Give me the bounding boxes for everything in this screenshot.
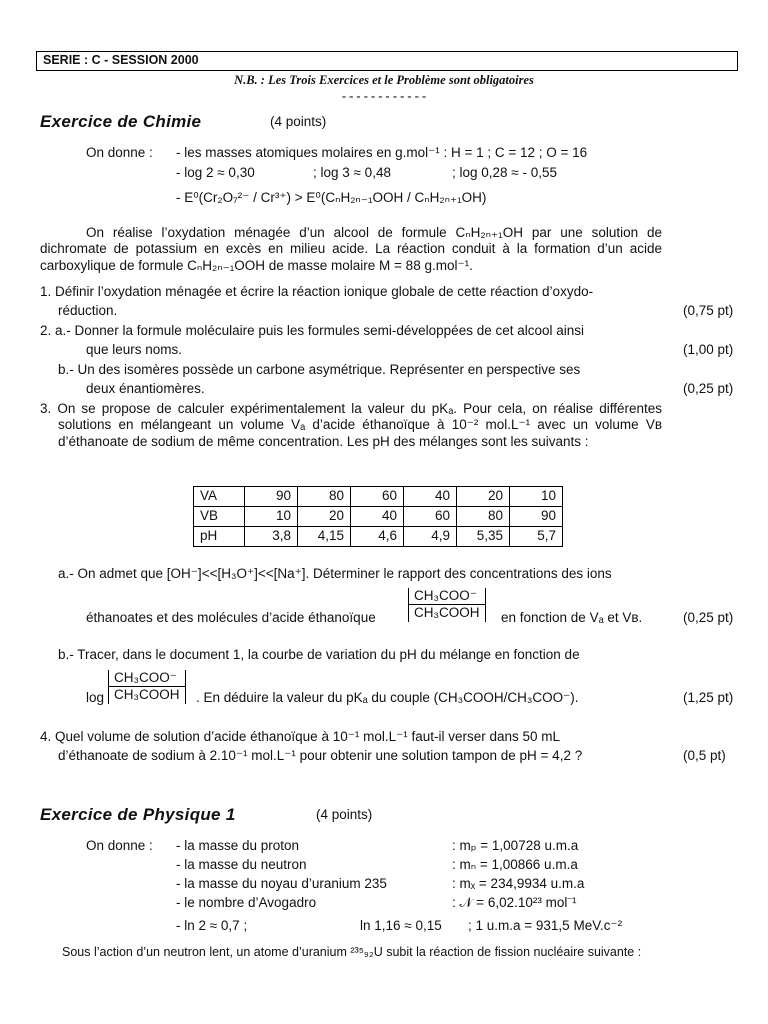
table-cell: 80 [457,507,510,527]
ln116-value: ln 1,16 ≈ 0,15 [360,918,442,933]
q2b: b.- Un des isomères possède un carbone asymétrique. Représenter en perspective ses [58,362,581,377]
table-cell: 10 [245,507,298,527]
avogadro-value: : 𝒩 = 6,02.10²³ mol⁻¹ [452,895,577,910]
table-cell: 4,6 [351,527,404,547]
table-cell: 3,8 [245,527,298,547]
table-cell: 4,15 [298,527,351,547]
ln2-value: - ln 2 ≈ 0,7 ; [176,918,248,933]
uranium-value: : mₓ = 234,9934 u.m.a [452,876,585,891]
table-cell: 40 [404,487,457,507]
q3b-end: . En déduire la valeur du pKₐ du couple (CH₃COOH/CH₃COO⁻). [196,690,579,705]
data-log028: ; log 0,28 ≈ - 0,55 [452,165,557,180]
q2b-cont: deux énantiomères. [86,381,205,396]
q4: 4. Quel volume de solution d’acide éthanoïque à 10⁻¹ mol.L⁻¹ faut-il verser dans 50 mL [40,729,561,744]
ratio-denominator: CH₃COOH [408,605,486,621]
q3a-cont: éthanoates et des molécules d’acide éthanoïque [86,610,376,625]
q3b: b.- Tracer, dans le document 1, la courbe de variation du pH du mélange en fonction de [58,647,580,662]
table-row [194,487,563,507]
table-cell: 90 [510,507,563,527]
q1-points: (0,75 pt) [683,303,734,318]
q2a-points: (1,00 pt) [683,342,734,357]
uma-conversion: ; 1 u.m.a = 931,5 MeV.c⁻² [468,918,623,933]
table-cell: 90 [245,487,298,507]
log-numerator: CH₃COO⁻ [108,670,186,686]
table-cell: pH [194,527,245,547]
log-denominator: CH₃COOH [108,687,186,703]
nb-note: N.B. : Les Trois Exercices et le Problème sont obligatoires [234,73,534,87]
log-ratio [108,670,186,704]
physique-points: (4 points) [316,807,373,822]
table-cell: VA [194,487,245,507]
table-cell: 10 [510,487,563,507]
chimie-intro: On réalise l’oxydation ménagée d’un alcool de formule CₙH₂ₙ₊₁OH par une solution de dichromate de potassium en excès en milieu acide. La réaction conduit à la formation d’un acide carboxylique de formule CₙH₂ₙ₋₁OOH de masse molaire M = 88 g.mol⁻¹. [40,225,662,273]
fission-sentence: Sous l’action d’un neutron lent, un atome d’uranium ²³⁵₉₂U subit la réaction de fission nucléaire suivante : [62,945,642,959]
data-masses: - les masses atomiques molaires en g.mol⁻¹ : H = 1 ; C = 12 ; O = 16 [176,145,588,160]
table-cell: 20 [298,507,351,527]
data-log2: - log 2 ≈ 0,30 [176,165,255,180]
chimie-points: (4 points) [270,114,327,129]
table-cell: 80 [298,487,351,507]
on-donne-label: On donne : [86,145,153,160]
dash-separator: - - - - - - - - - - - - [341,89,427,103]
table-row [194,507,563,527]
ph-table [193,486,563,547]
q2b-points: (0,25 pt) [683,381,734,396]
ratio-numerator: CH₃COO⁻ [408,588,486,604]
table-cell: 5,35 [457,527,510,547]
serie-label: SERIE : C - SESSION 2000 [43,53,199,67]
table-cell: 4,9 [404,527,457,547]
uranium-label: - la masse du noyau d’uranium 235 [176,876,387,891]
table-cell: 20 [457,487,510,507]
q1-cont: réduction. [58,303,118,318]
data-potentials: - E⁰(Cr₂O₇²⁻ / Cr³⁺) > E⁰(CₙH₂ₙ₋₁OOH / CₙH₂ₙ₊₁OH) [176,190,487,205]
table-cell: VB [194,507,245,527]
q3b-log: log [86,690,105,705]
table-cell: 5,7 [510,527,563,547]
session-header-box [36,51,738,71]
data-log3: ; log 3 ≈ 0,48 [313,165,391,180]
proton-label: - la masse du proton [176,838,300,853]
q4-cont: d’éthanoate de sodium à 2.10⁻¹ mol.L⁻¹ pour obtenir une solution tampon de pH = 4,2 ? [58,748,583,763]
q3: 3. On se propose de calculer expérimentalement la valeur du pKₐ. Pour cela, on réalise différentes solutions en mélangeant un volume Vₐ d’acide éthanoïque à 10⁻² mol.L⁻¹ avec un volume Vʙ d’éthanoate de sodium de même concentration. Les pH des mélanges sont les suivants : [40,401,662,449]
q1: 1. Définir l’oxydation ménagée et écrire la réaction ionique globale de cette réaction d’oxydo- [40,284,594,299]
neutron-label: - la masse du neutron [176,857,307,872]
table-cell: 60 [351,487,404,507]
q3a: a.- On admet que [OH⁻]<<[H₃O⁺]<<[Na⁺]. Déterminer le rapport des concentrations des ions [58,566,612,581]
q2a-cont: que leurs noms. [86,342,183,357]
table-row [194,527,563,547]
q3a-end: en fonction de Vₐ et Vʙ. [501,610,643,625]
proton-value: : mₚ = 1,00728 u.m.a [452,838,579,853]
on-donne-label: On donne : [86,838,153,853]
q3a-points: (0,25 pt) [683,610,734,625]
neutron-value: : mₙ = 1,00866 u.m.a [452,857,578,872]
chimie-title: Exercice de Chimie [40,112,202,131]
table-cell: 40 [351,507,404,527]
q3b-points: (1,25 pt) [683,690,734,705]
table-cell: 60 [404,507,457,527]
physique-title: Exercice de Physique 1 [40,805,236,824]
avogadro-label: - le nombre d’Avogadro [176,895,317,910]
concentration-ratio [408,588,486,622]
q2a: 2. a.- Donner la formule moléculaire puis les formules semi-développées de cet alcool ainsi [40,323,585,338]
q4-points: (0,5 pt) [683,748,726,763]
